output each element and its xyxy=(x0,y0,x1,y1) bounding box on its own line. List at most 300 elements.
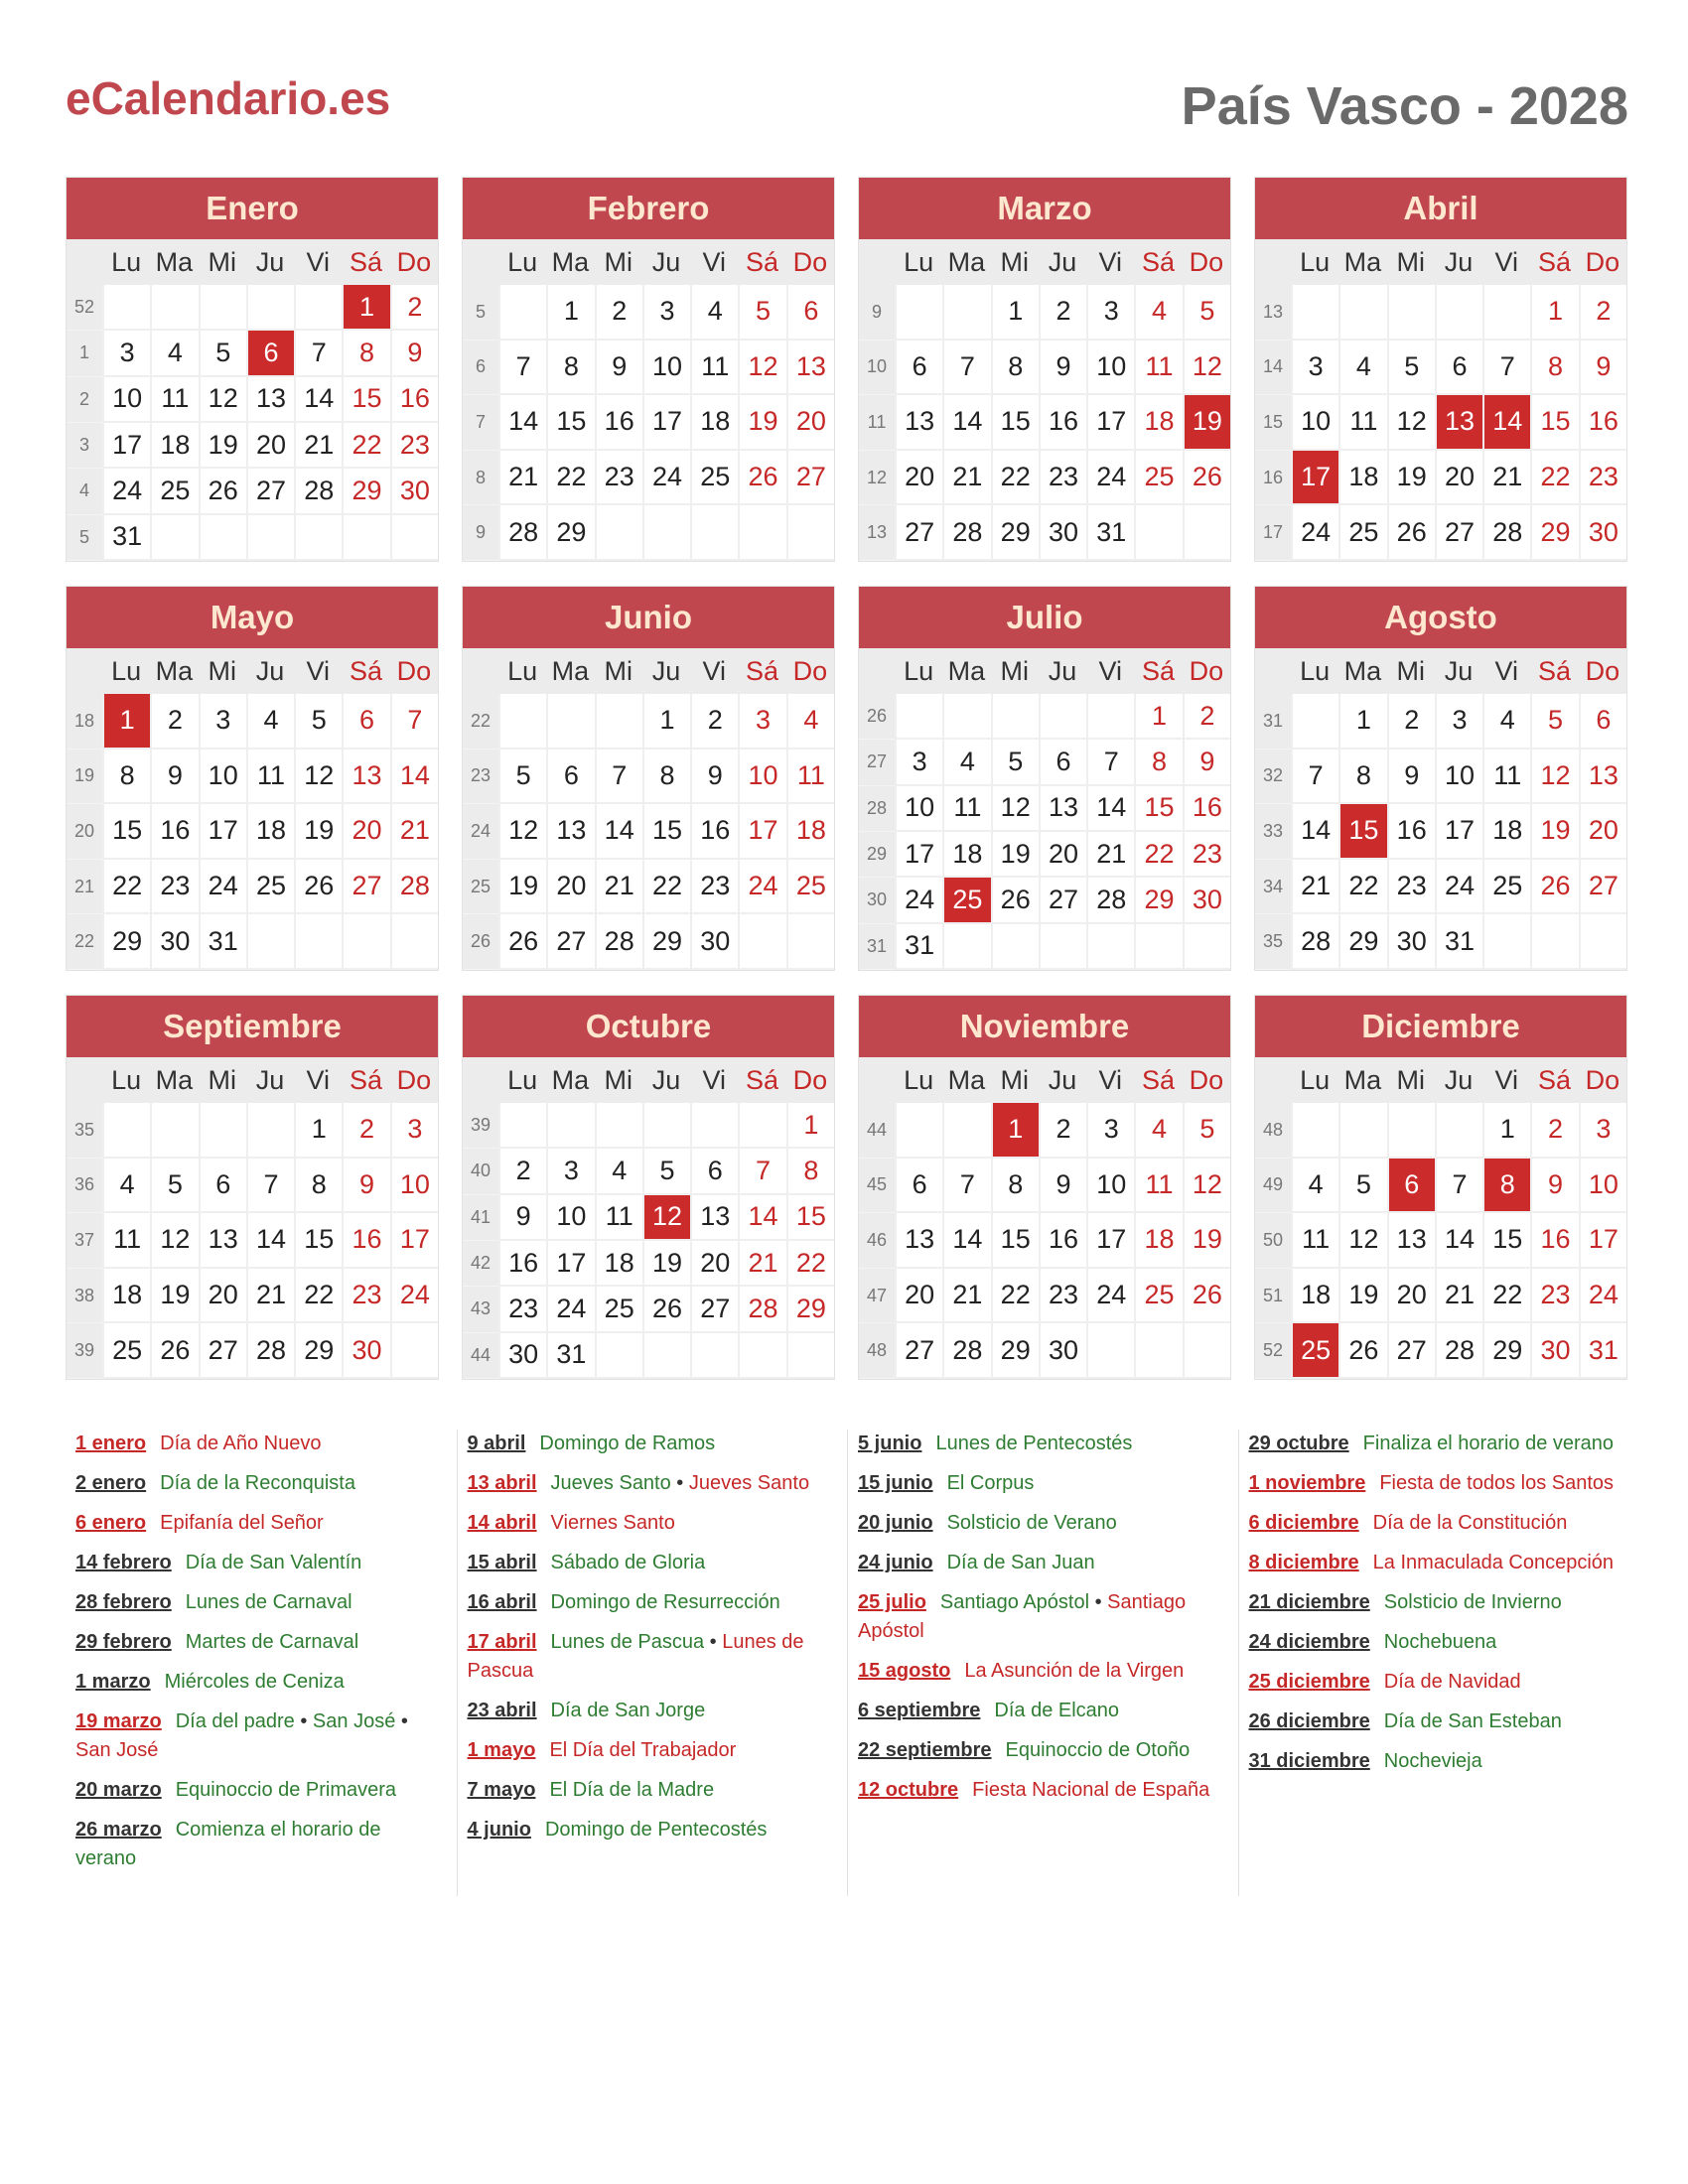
day-cell[interactable]: 26 xyxy=(150,1323,198,1379)
event-date[interactable]: 5 junio xyxy=(858,1433,922,1454)
event-date[interactable]: 15 junio xyxy=(858,1472,933,1494)
holiday-day[interactable]: 1 xyxy=(342,285,389,331)
day-cell[interactable]: 4 xyxy=(942,740,990,785)
day-cell[interactable]: 17 xyxy=(1086,1213,1134,1269)
day-cell[interactable]: 12 xyxy=(294,750,342,805)
day-cell[interactable]: 24 xyxy=(1291,505,1338,561)
day-cell[interactable]: 9 xyxy=(1039,341,1086,396)
day-cell[interactable]: 15 xyxy=(294,1213,342,1269)
day-cell[interactable]: 1 xyxy=(1338,694,1386,750)
day-cell[interactable]: 29 xyxy=(1338,914,1386,970)
day-cell[interactable]: 29 xyxy=(294,1323,342,1379)
event-date[interactable]: 24 diciembre xyxy=(1248,1631,1370,1653)
day-cell[interactable]: 5 xyxy=(642,1149,690,1194)
day-cell[interactable]: 14 xyxy=(390,750,438,805)
day-cell[interactable]: 31 xyxy=(1579,1323,1626,1379)
event-date[interactable]: 20 junio xyxy=(858,1512,933,1534)
day-cell[interactable]: 28 xyxy=(738,1287,785,1332)
day-cell[interactable]: 11 xyxy=(1134,341,1182,396)
day-cell[interactable]: 15 xyxy=(1482,1213,1530,1269)
day-cell[interactable]: 16 xyxy=(390,377,438,423)
day-cell[interactable]: 5 xyxy=(1530,694,1578,750)
day-cell[interactable]: 19 xyxy=(150,1269,198,1324)
day-cell[interactable]: 28 xyxy=(498,505,546,561)
day-cell[interactable]: 12 xyxy=(991,786,1039,832)
day-cell[interactable]: 24 xyxy=(1086,1269,1134,1324)
day-cell[interactable]: 31 xyxy=(1435,914,1482,970)
day-cell[interactable]: 30 xyxy=(1183,878,1230,923)
day-cell[interactable]: 3 xyxy=(1291,341,1338,396)
day-cell[interactable]: 2 xyxy=(498,1149,546,1194)
day-cell[interactable]: 24 xyxy=(102,469,150,514)
holiday-day[interactable]: 12 xyxy=(642,1195,690,1241)
day-cell[interactable]: 30 xyxy=(1039,1323,1086,1379)
day-cell[interactable]: 9 xyxy=(498,1195,546,1241)
day-cell[interactable]: 26 xyxy=(1183,451,1230,506)
day-cell[interactable]: 26 xyxy=(642,1287,690,1332)
day-cell[interactable]: 18 xyxy=(942,832,990,878)
day-cell[interactable]: 28 xyxy=(294,469,342,514)
day-cell[interactable]: 3 xyxy=(642,285,690,341)
day-cell[interactable]: 18 xyxy=(1338,451,1386,506)
day-cell[interactable]: 19 xyxy=(1387,451,1435,506)
day-cell[interactable]: 16 xyxy=(1530,1213,1578,1269)
day-cell[interactable]: 14 xyxy=(942,395,990,451)
day-cell[interactable]: 17 xyxy=(642,395,690,451)
day-cell[interactable]: 22 xyxy=(642,860,690,915)
day-cell[interactable]: 27 xyxy=(246,469,294,514)
event-date[interactable]: 2 enero xyxy=(75,1472,147,1494)
day-cell[interactable]: 9 xyxy=(1039,1159,1086,1214)
day-cell[interactable]: 1 xyxy=(642,694,690,750)
event-date[interactable]: 1 enero xyxy=(75,1433,147,1454)
day-cell[interactable]: 21 xyxy=(595,860,642,915)
day-cell[interactable]: 20 xyxy=(546,860,594,915)
day-cell[interactable]: 19 xyxy=(1183,1213,1230,1269)
day-cell[interactable]: 14 xyxy=(1086,786,1134,832)
day-cell[interactable]: 8 xyxy=(991,1159,1039,1214)
day-cell[interactable]: 28 xyxy=(1086,878,1134,923)
day-cell[interactable]: 7 xyxy=(294,331,342,376)
holiday-day[interactable]: 17 xyxy=(1291,451,1338,506)
day-cell[interactable]: 13 xyxy=(1579,750,1626,805)
day-cell[interactable]: 29 xyxy=(102,914,150,970)
day-cell[interactable]: 29 xyxy=(546,505,594,561)
day-cell[interactable]: 4 xyxy=(1291,1159,1338,1214)
day-cell[interactable]: 8 xyxy=(1338,750,1386,805)
day-cell[interactable]: 6 xyxy=(342,694,389,750)
event-date[interactable]: 1 mayo xyxy=(467,1739,536,1761)
day-cell[interactable]: 30 xyxy=(1579,505,1626,561)
day-cell[interactable]: 25 xyxy=(102,1323,150,1379)
day-cell[interactable]: 30 xyxy=(498,1333,546,1379)
day-cell[interactable]: 20 xyxy=(1039,832,1086,878)
day-cell[interactable]: 2 xyxy=(342,1103,389,1159)
day-cell[interactable]: 18 xyxy=(1291,1269,1338,1324)
event-date[interactable]: 13 abril xyxy=(467,1472,537,1494)
day-cell[interactable]: 25 xyxy=(1338,505,1386,561)
day-cell[interactable]: 11 xyxy=(1291,1213,1338,1269)
day-cell[interactable]: 19 xyxy=(738,395,785,451)
day-cell[interactable]: 9 xyxy=(690,750,738,805)
day-cell[interactable]: 6 xyxy=(1435,341,1482,396)
day-cell[interactable]: 12 xyxy=(1530,750,1578,805)
day-cell[interactable]: 7 xyxy=(246,1159,294,1214)
day-cell[interactable]: 7 xyxy=(595,750,642,805)
day-cell[interactable]: 27 xyxy=(342,860,389,915)
day-cell[interactable]: 4 xyxy=(786,694,834,750)
day-cell[interactable]: 12 xyxy=(738,341,785,396)
day-cell[interactable]: 8 xyxy=(1134,740,1182,785)
day-cell[interactable]: 2 xyxy=(690,694,738,750)
day-cell[interactable]: 6 xyxy=(546,750,594,805)
day-cell[interactable]: 14 xyxy=(294,377,342,423)
day-cell[interactable]: 14 xyxy=(1291,804,1338,860)
event-date[interactable]: 29 febrero xyxy=(75,1631,172,1653)
day-cell[interactable]: 9 xyxy=(390,331,438,376)
day-cell[interactable]: 23 xyxy=(498,1287,546,1332)
day-cell[interactable]: 16 xyxy=(595,395,642,451)
event-date[interactable]: 15 abril xyxy=(467,1552,537,1573)
day-cell[interactable]: 6 xyxy=(786,285,834,341)
day-cell[interactable]: 16 xyxy=(690,804,738,860)
day-cell[interactable]: 25 xyxy=(595,1287,642,1332)
event-date[interactable]: 22 septiembre xyxy=(858,1739,992,1761)
day-cell[interactable]: 1 xyxy=(786,1103,834,1149)
day-cell[interactable]: 28 xyxy=(1291,914,1338,970)
day-cell[interactable]: 3 xyxy=(1086,285,1134,341)
day-cell[interactable]: 13 xyxy=(546,804,594,860)
day-cell[interactable]: 20 xyxy=(1435,451,1482,506)
day-cell[interactable]: 25 xyxy=(1482,860,1530,915)
day-cell[interactable]: 4 xyxy=(102,1159,150,1214)
day-cell[interactable]: 21 xyxy=(1435,1269,1482,1324)
day-cell[interactable]: 12 xyxy=(199,377,246,423)
day-cell[interactable]: 4 xyxy=(1338,341,1386,396)
day-cell[interactable]: 26 xyxy=(1183,1269,1230,1324)
day-cell[interactable]: 15 xyxy=(1530,395,1578,451)
day-cell[interactable]: 15 xyxy=(102,804,150,860)
day-cell[interactable]: 29 xyxy=(342,469,389,514)
day-cell[interactable]: 17 xyxy=(1579,1213,1626,1269)
day-cell[interactable]: 10 xyxy=(1579,1159,1626,1214)
day-cell[interactable]: 2 xyxy=(1183,694,1230,740)
day-cell[interactable]: 18 xyxy=(1134,1213,1182,1269)
day-cell[interactable]: 15 xyxy=(991,1213,1039,1269)
day-cell[interactable]: 22 xyxy=(1530,451,1578,506)
holiday-day[interactable]: 19 xyxy=(1183,395,1230,451)
holiday-day[interactable]: 1 xyxy=(991,1103,1039,1159)
day-cell[interactable]: 2 xyxy=(595,285,642,341)
holiday-day[interactable]: 6 xyxy=(246,331,294,376)
event-date[interactable]: 25 diciembre xyxy=(1248,1671,1370,1693)
event-date[interactable]: 6 septiembre xyxy=(858,1700,981,1721)
day-cell[interactable]: 15 xyxy=(642,804,690,860)
day-cell[interactable]: 4 xyxy=(595,1149,642,1194)
day-cell[interactable]: 13 xyxy=(1387,1213,1435,1269)
day-cell[interactable]: 28 xyxy=(595,914,642,970)
day-cell[interactable]: 28 xyxy=(942,505,990,561)
day-cell[interactable]: 26 xyxy=(991,878,1039,923)
day-cell[interactable]: 31 xyxy=(1086,505,1134,561)
day-cell[interactable]: 17 xyxy=(102,423,150,469)
day-cell[interactable]: 7 xyxy=(942,1159,990,1214)
day-cell[interactable]: 31 xyxy=(199,914,246,970)
day-cell[interactable]: 7 xyxy=(942,341,990,396)
day-cell[interactable]: 16 xyxy=(342,1213,389,1269)
day-cell[interactable]: 30 xyxy=(342,1323,389,1379)
day-cell[interactable]: 10 xyxy=(546,1195,594,1241)
day-cell[interactable]: 19 xyxy=(1338,1269,1386,1324)
day-cell[interactable]: 21 xyxy=(1291,860,1338,915)
day-cell[interactable]: 8 xyxy=(294,1159,342,1214)
day-cell[interactable]: 1 xyxy=(1482,1103,1530,1159)
day-cell[interactable]: 23 xyxy=(1039,1269,1086,1324)
day-cell[interactable]: 4 xyxy=(1134,285,1182,341)
day-cell[interactable]: 9 xyxy=(1183,740,1230,785)
day-cell[interactable]: 12 xyxy=(498,804,546,860)
event-date[interactable]: 14 abril xyxy=(467,1512,537,1534)
day-cell[interactable]: 14 xyxy=(738,1195,785,1241)
day-cell[interactable]: 16 xyxy=(498,1241,546,1287)
day-cell[interactable]: 2 xyxy=(1530,1103,1578,1159)
day-cell[interactable]: 8 xyxy=(642,750,690,805)
day-cell[interactable]: 26 xyxy=(199,469,246,514)
day-cell[interactable]: 5 xyxy=(991,740,1039,785)
day-cell[interactable]: 29 xyxy=(1482,1323,1530,1379)
day-cell[interactable]: 29 xyxy=(1530,505,1578,561)
day-cell[interactable]: 17 xyxy=(895,832,942,878)
day-cell[interactable]: 11 xyxy=(942,786,990,832)
day-cell[interactable]: 26 xyxy=(738,451,785,506)
day-cell[interactable]: 12 xyxy=(1183,1159,1230,1214)
day-cell[interactable]: 8 xyxy=(342,331,389,376)
day-cell[interactable]: 26 xyxy=(294,860,342,915)
day-cell[interactable]: 6 xyxy=(895,341,942,396)
day-cell[interactable]: 25 xyxy=(150,469,198,514)
day-cell[interactable]: 11 xyxy=(690,341,738,396)
event-date[interactable]: 17 abril xyxy=(467,1631,537,1653)
event-date[interactable]: 26 marzo xyxy=(75,1819,162,1841)
day-cell[interactable]: 29 xyxy=(642,914,690,970)
day-cell[interactable]: 27 xyxy=(1039,878,1086,923)
day-cell[interactable]: 25 xyxy=(1134,451,1182,506)
day-cell[interactable]: 22 xyxy=(1134,832,1182,878)
day-cell[interactable]: 10 xyxy=(642,341,690,396)
day-cell[interactable]: 29 xyxy=(991,505,1039,561)
day-cell[interactable]: 7 xyxy=(1482,341,1530,396)
event-date[interactable]: 1 noviembre xyxy=(1248,1472,1366,1494)
day-cell[interactable]: 8 xyxy=(786,1149,834,1194)
day-cell[interactable]: 27 xyxy=(199,1323,246,1379)
day-cell[interactable]: 14 xyxy=(1435,1213,1482,1269)
day-cell[interactable]: 24 xyxy=(390,1269,438,1324)
day-cell[interactable]: 2 xyxy=(150,694,198,750)
day-cell[interactable]: 20 xyxy=(199,1269,246,1324)
day-cell[interactable]: 22 xyxy=(786,1241,834,1287)
day-cell[interactable]: 18 xyxy=(690,395,738,451)
day-cell[interactable]: 19 xyxy=(199,423,246,469)
day-cell[interactable]: 20 xyxy=(895,451,942,506)
day-cell[interactable]: 11 xyxy=(595,1195,642,1241)
day-cell[interactable]: 18 xyxy=(150,423,198,469)
event-date[interactable]: 9 abril xyxy=(467,1433,526,1454)
event-date[interactable]: 24 junio xyxy=(858,1552,933,1573)
day-cell[interactable]: 8 xyxy=(546,341,594,396)
day-cell[interactable]: 27 xyxy=(786,451,834,506)
day-cell[interactable]: 22 xyxy=(342,423,389,469)
day-cell[interactable]: 20 xyxy=(342,804,389,860)
day-cell[interactable]: 12 xyxy=(1387,395,1435,451)
day-cell[interactable]: 26 xyxy=(1338,1323,1386,1379)
day-cell[interactable]: 5 xyxy=(199,331,246,376)
day-cell[interactable]: 18 xyxy=(786,804,834,860)
day-cell[interactable]: 19 xyxy=(1530,804,1578,860)
day-cell[interactable]: 23 xyxy=(595,451,642,506)
day-cell[interactable]: 27 xyxy=(895,505,942,561)
day-cell[interactable]: 7 xyxy=(1291,750,1338,805)
day-cell[interactable]: 6 xyxy=(690,1149,738,1194)
event-date[interactable]: 7 mayo xyxy=(467,1779,536,1801)
day-cell[interactable]: 18 xyxy=(246,804,294,860)
day-cell[interactable]: 25 xyxy=(246,860,294,915)
day-cell[interactable]: 10 xyxy=(1086,1159,1134,1214)
day-cell[interactable]: 29 xyxy=(786,1287,834,1332)
day-cell[interactable]: 23 xyxy=(150,860,198,915)
day-cell[interactable]: 18 xyxy=(1482,804,1530,860)
day-cell[interactable]: 14 xyxy=(595,804,642,860)
day-cell[interactable]: 21 xyxy=(390,804,438,860)
day-cell[interactable]: 7 xyxy=(1435,1159,1482,1214)
day-cell[interactable]: 6 xyxy=(1039,740,1086,785)
event-date[interactable]: 14 febrero xyxy=(75,1552,172,1573)
day-cell[interactable]: 28 xyxy=(390,860,438,915)
day-cell[interactable]: 16 xyxy=(1183,786,1230,832)
day-cell[interactable]: 23 xyxy=(690,860,738,915)
day-cell[interactable]: 22 xyxy=(1338,860,1386,915)
day-cell[interactable]: 30 xyxy=(150,914,198,970)
day-cell[interactable]: 1 xyxy=(1134,694,1182,740)
day-cell[interactable]: 4 xyxy=(690,285,738,341)
day-cell[interactable]: 11 xyxy=(246,750,294,805)
day-cell[interactable]: 29 xyxy=(1134,878,1182,923)
holiday-day[interactable]: 14 xyxy=(1482,395,1530,451)
day-cell[interactable]: 3 xyxy=(390,1103,438,1159)
day-cell[interactable]: 21 xyxy=(294,423,342,469)
holiday-day[interactable]: 25 xyxy=(942,878,990,923)
day-cell[interactable]: 25 xyxy=(786,860,834,915)
day-cell[interactable]: 17 xyxy=(390,1213,438,1269)
day-cell[interactable]: 22 xyxy=(546,451,594,506)
day-cell[interactable]: 12 xyxy=(1338,1213,1386,1269)
day-cell[interactable]: 4 xyxy=(1482,694,1530,750)
day-cell[interactable]: 13 xyxy=(895,1213,942,1269)
day-cell[interactable]: 22 xyxy=(102,860,150,915)
day-cell[interactable]: 4 xyxy=(246,694,294,750)
event-date[interactable]: 25 julio xyxy=(858,1591,926,1613)
day-cell[interactable]: 10 xyxy=(390,1159,438,1214)
day-cell[interactable]: 12 xyxy=(150,1213,198,1269)
day-cell[interactable]: 17 xyxy=(199,804,246,860)
day-cell[interactable]: 13 xyxy=(895,395,942,451)
day-cell[interactable]: 20 xyxy=(786,395,834,451)
day-cell[interactable]: 21 xyxy=(498,451,546,506)
day-cell[interactable]: 20 xyxy=(246,423,294,469)
day-cell[interactable]: 19 xyxy=(991,832,1039,878)
day-cell[interactable]: 28 xyxy=(942,1323,990,1379)
day-cell[interactable]: 5 xyxy=(498,750,546,805)
day-cell[interactable]: 30 xyxy=(390,469,438,514)
day-cell[interactable]: 17 xyxy=(1435,804,1482,860)
day-cell[interactable]: 15 xyxy=(991,395,1039,451)
day-cell[interactable]: 3 xyxy=(1435,694,1482,750)
day-cell[interactable]: 24 xyxy=(546,1287,594,1332)
holiday-day[interactable]: 8 xyxy=(1482,1159,1530,1214)
day-cell[interactable]: 24 xyxy=(895,878,942,923)
day-cell[interactable]: 22 xyxy=(1482,1269,1530,1324)
day-cell[interactable]: 20 xyxy=(1387,1269,1435,1324)
day-cell[interactable]: 9 xyxy=(150,750,198,805)
day-cell[interactable]: 24 xyxy=(738,860,785,915)
day-cell[interactable]: 3 xyxy=(738,694,785,750)
event-date[interactable]: 31 diciembre xyxy=(1248,1750,1370,1772)
day-cell[interactable]: 21 xyxy=(738,1241,785,1287)
event-date[interactable]: 15 agosto xyxy=(858,1660,951,1682)
event-date[interactable]: 16 abril xyxy=(467,1591,537,1613)
day-cell[interactable]: 8 xyxy=(102,750,150,805)
day-cell[interactable]: 1 xyxy=(546,285,594,341)
day-cell[interactable]: 25 xyxy=(690,451,738,506)
day-cell[interactable]: 15 xyxy=(546,395,594,451)
day-cell[interactable]: 14 xyxy=(246,1213,294,1269)
day-cell[interactable]: 13 xyxy=(199,1213,246,1269)
day-cell[interactable]: 23 xyxy=(1530,1269,1578,1324)
day-cell[interactable]: 24 xyxy=(199,860,246,915)
event-date[interactable]: 19 marzo xyxy=(75,1710,162,1732)
day-cell[interactable]: 30 xyxy=(690,914,738,970)
day-cell[interactable]: 11 xyxy=(1338,395,1386,451)
day-cell[interactable]: 18 xyxy=(1134,395,1182,451)
day-cell[interactable]: 18 xyxy=(595,1241,642,1287)
day-cell[interactable]: 2 xyxy=(1039,285,1086,341)
day-cell[interactable]: 30 xyxy=(1530,1323,1578,1379)
day-cell[interactable]: 20 xyxy=(1579,804,1626,860)
holiday-day[interactable]: 15 xyxy=(1338,804,1386,860)
day-cell[interactable]: 12 xyxy=(1183,341,1230,396)
day-cell[interactable]: 24 xyxy=(1579,1269,1626,1324)
event-date[interactable]: 20 marzo xyxy=(75,1779,162,1801)
event-date[interactable]: 26 diciembre xyxy=(1248,1710,1370,1732)
day-cell[interactable]: 1 xyxy=(294,1103,342,1159)
day-cell[interactable]: 13 xyxy=(1039,786,1086,832)
day-cell[interactable]: 22 xyxy=(991,1269,1039,1324)
day-cell[interactable]: 24 xyxy=(1086,451,1134,506)
day-cell[interactable]: 3 xyxy=(895,740,942,785)
day-cell[interactable]: 19 xyxy=(294,804,342,860)
day-cell[interactable]: 8 xyxy=(991,341,1039,396)
day-cell[interactable]: 27 xyxy=(1579,860,1626,915)
day-cell[interactable]: 15 xyxy=(786,1195,834,1241)
event-date[interactable]: 8 diciembre xyxy=(1248,1552,1359,1573)
holiday-day[interactable]: 1 xyxy=(102,694,150,750)
day-cell[interactable]: 17 xyxy=(1086,395,1134,451)
event-date[interactable]: 28 febrero xyxy=(75,1591,172,1613)
day-cell[interactable]: 9 xyxy=(595,341,642,396)
day-cell[interactable]: 3 xyxy=(102,331,150,376)
day-cell[interactable]: 2 xyxy=(1387,694,1435,750)
day-cell[interactable]: 18 xyxy=(102,1269,150,1324)
day-cell[interactable]: 3 xyxy=(546,1149,594,1194)
